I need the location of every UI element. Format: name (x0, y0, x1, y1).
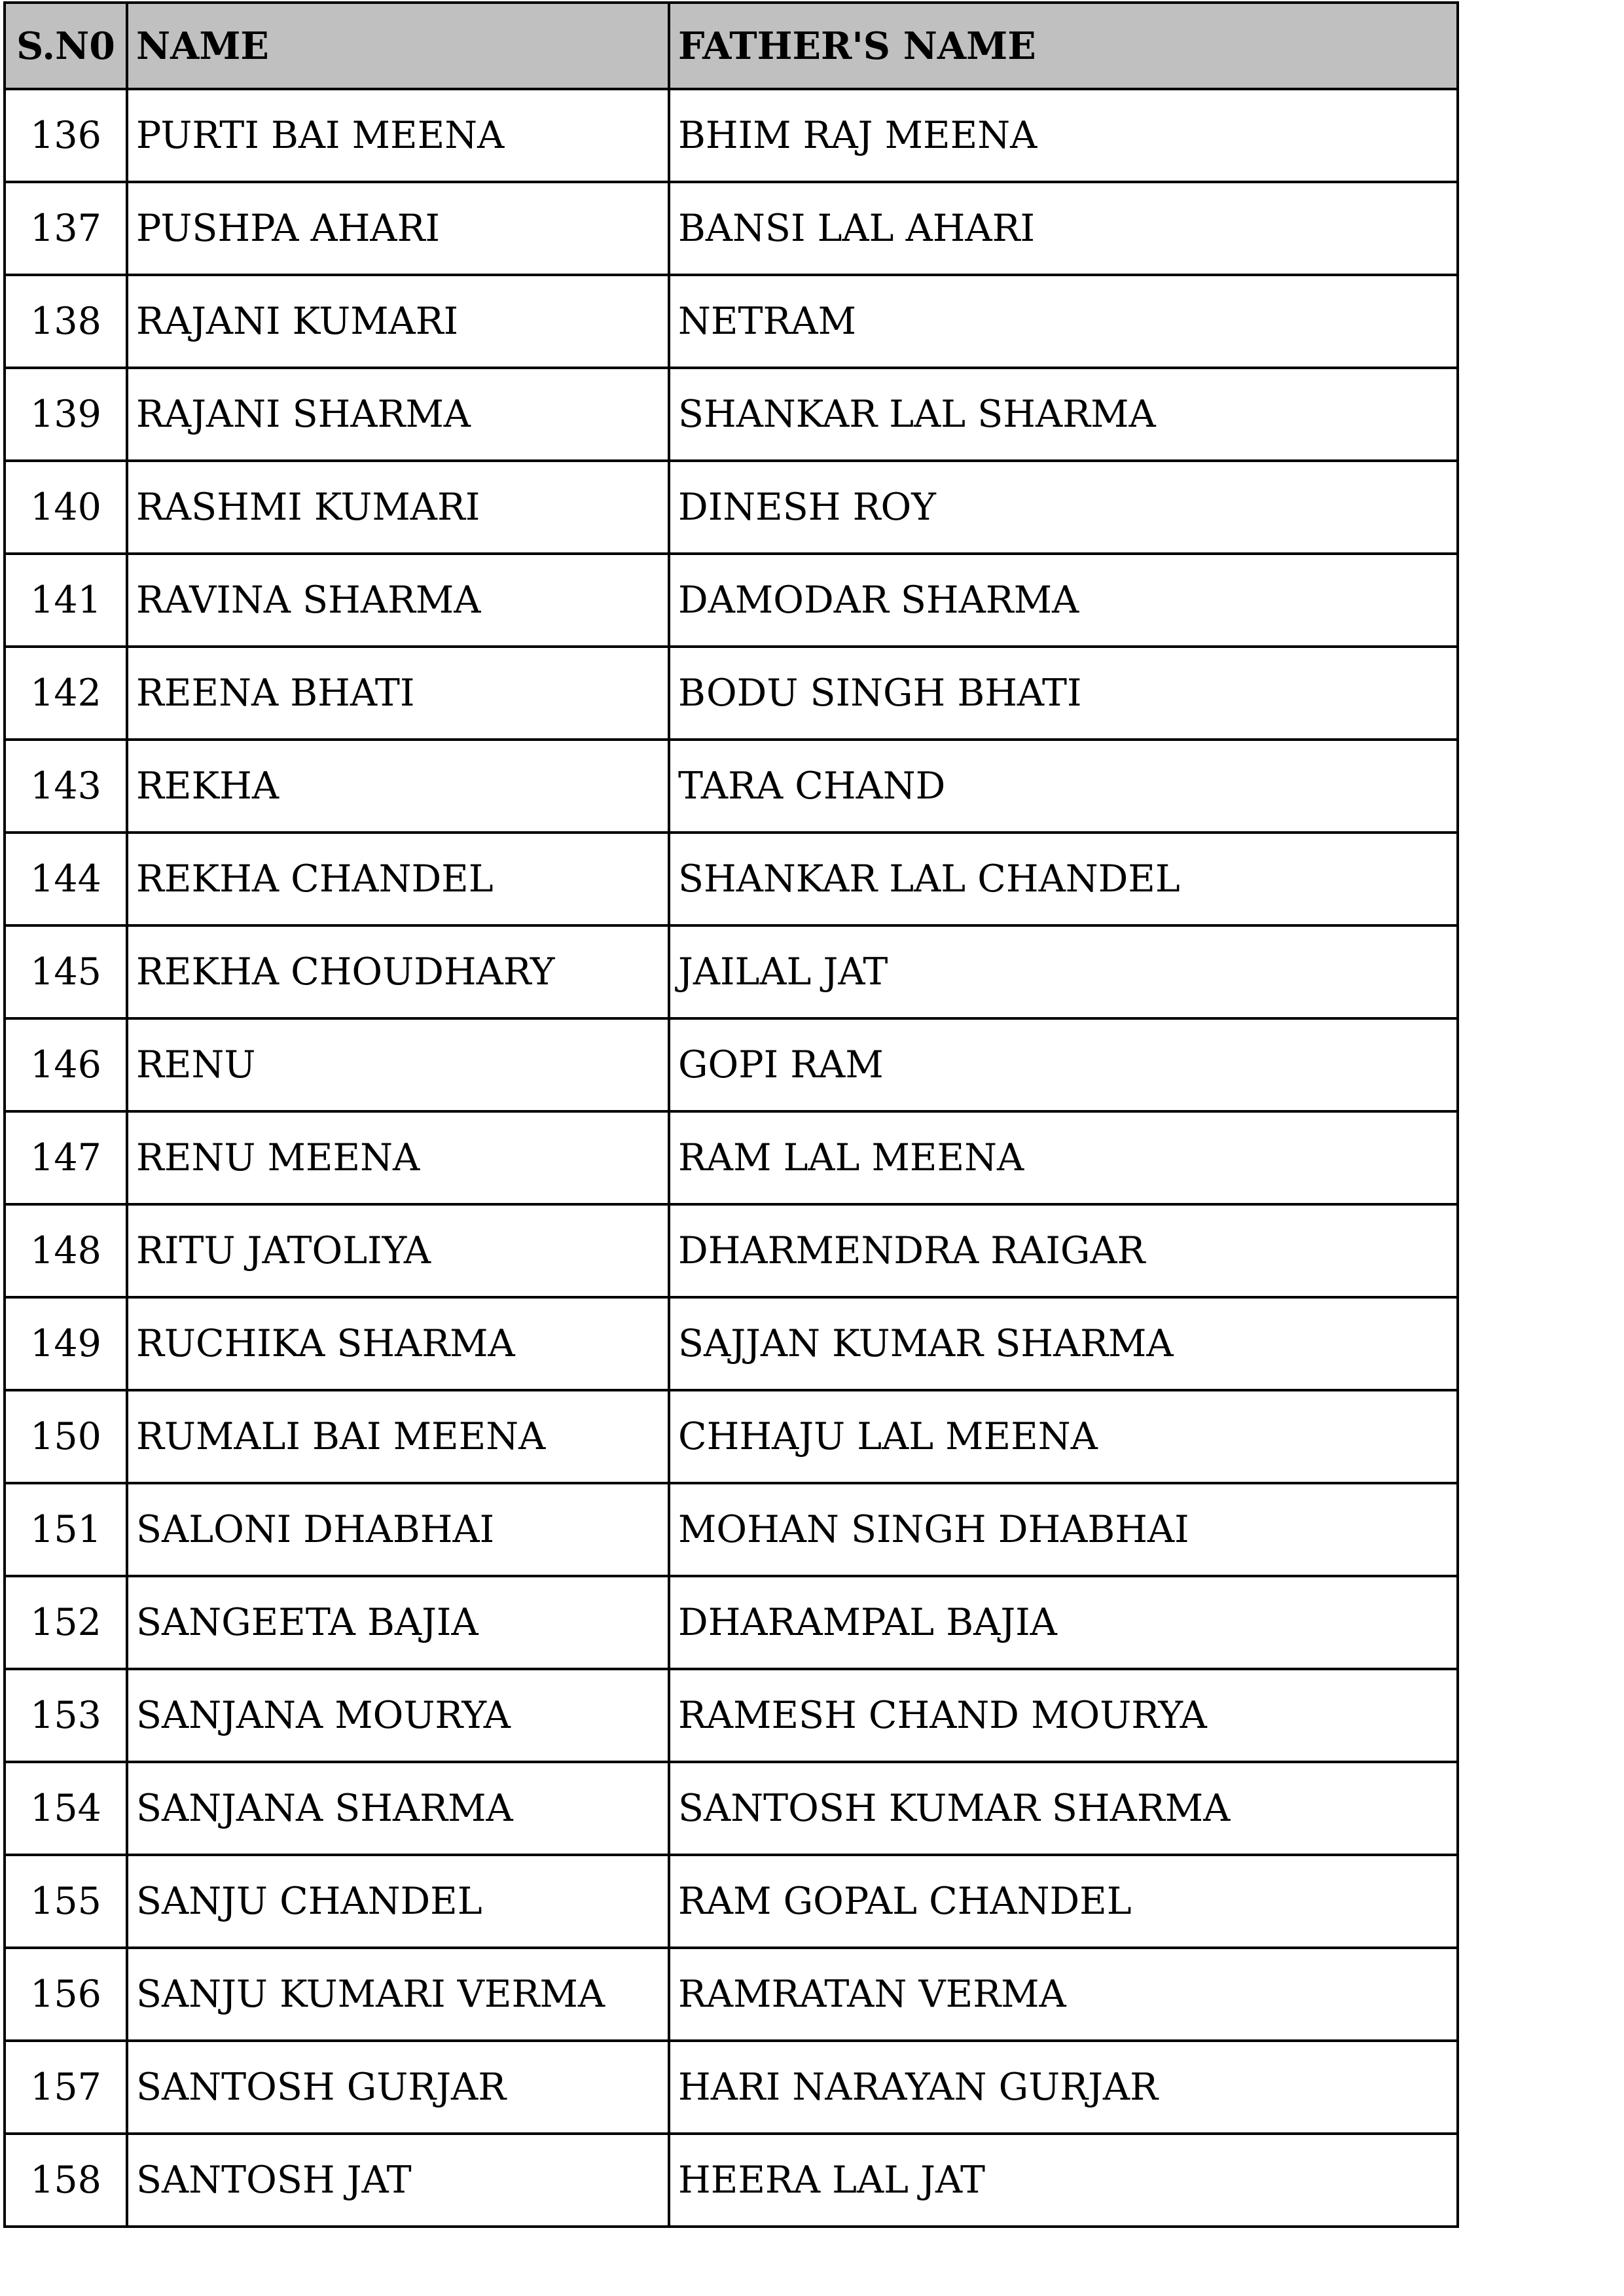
student-list-sheet (3, 1, 1459, 2228)
row-serial-number: 139 (5, 368, 127, 461)
row-student-name: PUSHPA AHARI (127, 182, 669, 275)
row-fathers-name: DAMODAR SHARMA (669, 554, 1458, 647)
table-row (5, 368, 1458, 461)
row-student-name: SANJANA MOURYA (127, 1669, 669, 1762)
row-serial-number: 147 (5, 1111, 127, 1204)
row-student-name: REKHA CHANDEL (127, 833, 669, 925)
table-row (5, 1204, 1458, 1297)
row-student-name: SANJU CHANDEL (127, 1855, 669, 1948)
header-row (5, 3, 1458, 89)
row-student-name: RUCHIKA SHARMA (127, 1297, 669, 1390)
table-row (5, 1483, 1458, 1576)
row-fathers-name: RAMRATAN VERMA (669, 1948, 1458, 2041)
row-student-name: REKHA (127, 740, 669, 833)
row-serial-number: 150 (5, 1390, 127, 1483)
row-serial-number: 157 (5, 2041, 127, 2134)
row-serial-number: 142 (5, 647, 127, 740)
row-student-name: RAVINA SHARMA (127, 554, 669, 647)
row-fathers-name: RAMESH CHAND MOURYA (669, 1669, 1458, 1762)
row-serial-number: 148 (5, 1204, 127, 1297)
row-fathers-name: TARA CHAND (669, 740, 1458, 833)
row-serial-number: 144 (5, 833, 127, 925)
row-serial-number: 143 (5, 740, 127, 833)
row-student-name: REENA BHATI (127, 647, 669, 740)
row-fathers-name: BANSI LAL AHARI (669, 182, 1458, 275)
row-student-name: RUMALI BAI MEENA (127, 1390, 669, 1483)
row-fathers-name: JAILAL JAT (669, 925, 1458, 1018)
row-fathers-name: DHARAMPAL BAJIA (669, 1576, 1458, 1669)
row-student-name: SANGEETA BAJIA (127, 1576, 669, 1669)
table-row (5, 647, 1458, 740)
row-serial-number: 138 (5, 275, 127, 368)
row-fathers-name: SHANKAR LAL SHARMA (669, 368, 1458, 461)
table-row (5, 2041, 1458, 2134)
row-fathers-name: DHARMENDRA RAIGAR (669, 1204, 1458, 1297)
row-serial-number: 158 (5, 2134, 127, 2227)
header-name: NAME (127, 3, 669, 89)
row-student-name: RENU MEENA (127, 1111, 669, 1204)
row-student-name: RASHMI KUMARI (127, 461, 669, 554)
row-fathers-name: SHANKAR LAL CHANDEL (669, 833, 1458, 925)
row-serial-number: 137 (5, 182, 127, 275)
header-fathers-name: FATHER'S NAME (669, 3, 1458, 89)
row-serial-number: 153 (5, 1669, 127, 1762)
row-fathers-name: BODU SINGH BHATI (669, 647, 1458, 740)
row-serial-number: 146 (5, 1018, 127, 1111)
table-row (5, 1297, 1458, 1390)
table-row (5, 89, 1458, 182)
table-row (5, 1576, 1458, 1669)
row-student-name: RENU (127, 1018, 669, 1111)
row-serial-number: 154 (5, 1762, 127, 1855)
row-serial-number: 155 (5, 1855, 127, 1948)
table-row (5, 925, 1458, 1018)
table-row (5, 275, 1458, 368)
table-row (5, 1762, 1458, 1855)
row-serial-number: 140 (5, 461, 127, 554)
row-fathers-name: DINESH ROY (669, 461, 1458, 554)
table-body (5, 89, 1458, 2227)
table-row (5, 554, 1458, 647)
row-student-name: REKHA CHOUDHARY (127, 925, 669, 1018)
row-student-name: RAJANI KUMARI (127, 275, 669, 368)
row-fathers-name: SAJJAN KUMAR SHARMA (669, 1297, 1458, 1390)
row-student-name: SANTOSH GURJAR (127, 2041, 669, 2134)
row-fathers-name: HEERA LAL JAT (669, 2134, 1458, 2227)
row-student-name: RITU JATOLIYA (127, 1204, 669, 1297)
row-student-name: SANTOSH JAT (127, 2134, 669, 2227)
table-row (5, 182, 1458, 275)
table-row (5, 1111, 1458, 1204)
row-serial-number: 145 (5, 925, 127, 1018)
table-header (5, 3, 1458, 89)
row-fathers-name: HARI NARAYAN GURJAR (669, 2041, 1458, 2134)
row-fathers-name: CHHAJU LAL MEENA (669, 1390, 1458, 1483)
row-serial-number: 141 (5, 554, 127, 647)
row-serial-number: 152 (5, 1576, 127, 1669)
row-fathers-name: RAM LAL MEENA (669, 1111, 1458, 1204)
table-row (5, 1855, 1458, 1948)
row-student-name: SALONI DHABHAI (127, 1483, 669, 1576)
table-row (5, 1390, 1458, 1483)
header-serial-number: S.N0 (5, 3, 127, 89)
row-serial-number: 151 (5, 1483, 127, 1576)
row-fathers-name: GOPI RAM (669, 1018, 1458, 1111)
row-serial-number: 136 (5, 89, 127, 182)
table-row (5, 461, 1458, 554)
table-row (5, 740, 1458, 833)
table-row (5, 1948, 1458, 2041)
row-fathers-name: RAM GOPAL CHANDEL (669, 1855, 1458, 1948)
table-row (5, 1669, 1458, 1762)
student-table (3, 1, 1459, 2228)
row-fathers-name: BHIM RAJ MEENA (669, 89, 1458, 182)
table-row (5, 833, 1458, 925)
row-fathers-name: NETRAM (669, 275, 1458, 368)
table-row (5, 2134, 1458, 2227)
row-serial-number: 156 (5, 1948, 127, 2041)
row-student-name: SANJU KUMARI VERMA (127, 1948, 669, 2041)
row-student-name: PURTI BAI MEENA (127, 89, 669, 182)
table-row (5, 1018, 1458, 1111)
row-fathers-name: MOHAN SINGH DHABHAI (669, 1483, 1458, 1576)
row-student-name: RAJANI SHARMA (127, 368, 669, 461)
row-serial-number: 149 (5, 1297, 127, 1390)
row-fathers-name: SANTOSH KUMAR SHARMA (669, 1762, 1458, 1855)
row-student-name: SANJANA SHARMA (127, 1762, 669, 1855)
